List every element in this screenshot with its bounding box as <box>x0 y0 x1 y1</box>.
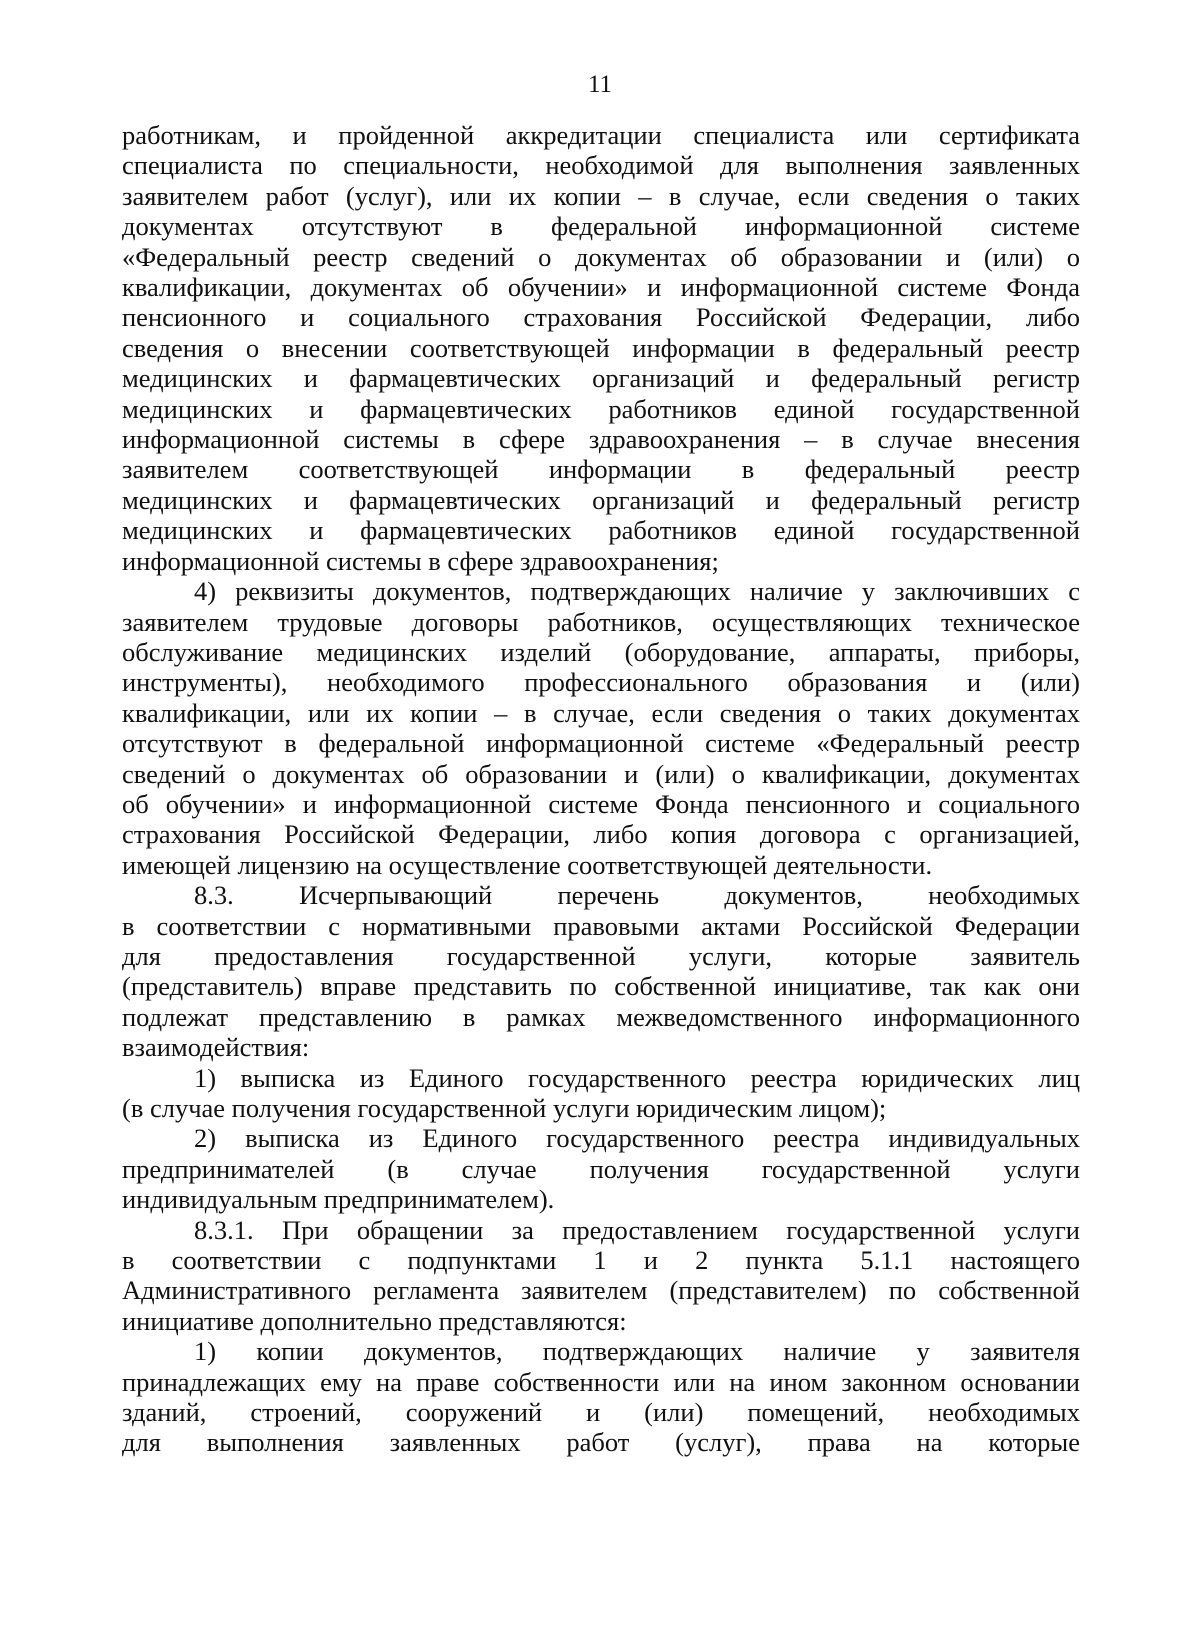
text-line: сведений о документах об образовании и (или) о квалификации, документах <box>122 758 1080 789</box>
text-line: заявителем работ (услуг), или их копии – в случае, если сведения о таких <box>122 180 1080 211</box>
text-line: (в случае получения государственной услуги юридическим лицом); <box>122 1093 887 1123</box>
text-line: Административного регламента заявителем (представителем) по собственной <box>122 1275 1080 1306</box>
text-line: 2) выписка из Единого государственного реестра индивидуальных <box>194 1123 1080 1154</box>
text-line: квалификации, документах об обучении» и информационной системе Фонда <box>122 272 1080 303</box>
text-line: страхования Российской Федерации, либо копия договора с организацией, <box>122 819 1080 850</box>
text-line: информационной системы в сфере здравоохранения; <box>122 545 719 576</box>
paragraph-item-4 <box>122 576 1080 880</box>
text-line: обслуживание медицинских изделий (оборудование, аппараты, приборы, <box>122 636 1080 667</box>
text-line: специалиста по специальности, необходимой для выполнения заявленных <box>122 150 1080 181</box>
text-line: об обучении» и информационной системе Фонда пенсионного и социального <box>122 788 1080 819</box>
paragraph-item-2 <box>122 1123 1080 1214</box>
text-line: для выполнения заявленных работ (услуг), права на которые <box>122 1427 1080 1458</box>
text-line: «Федеральный реестр сведений о документах об образовании и (или) о <box>122 241 1080 272</box>
document-body <box>122 120 1080 1458</box>
text-line: индивидуальным предпринимателем). <box>122 1184 555 1215</box>
text-line: 8.3.1. При обращении за предоставлением государственной услуги <box>194 1214 1080 1245</box>
text-line: инициативе дополнительно представляются: <box>122 1305 627 1336</box>
page-number: 11 <box>587 71 613 98</box>
text-line: квалификации, или их копии – в случае, если сведения о таких документах <box>122 697 1080 728</box>
text-line: (представитель) вправе представить по собственной инициативе, так как они <box>122 971 1080 1002</box>
text-line: принадлежащих ему на праве собственности или на ином законном основании <box>122 1366 1080 1397</box>
text-line: подлежат представлению в рамках межведомственного информационного <box>122 1001 1080 1032</box>
text-line: медицинских и фармацевтических организаций и федеральный регистр <box>122 484 1080 515</box>
text-line: зданий, строений, сооружений и (или) помещений, необходимых <box>122 1397 1080 1428</box>
paragraph-item-1-copies <box>122 1336 1080 1458</box>
text-line: предпринимателей (в случае получения государственной услуги <box>122 1153 1080 1184</box>
text-line: для предоставления государственной услуги, которые заявитель <box>122 940 1080 971</box>
text-line: заявителем трудовые договоры работников, осуществляющих техническое <box>122 606 1080 637</box>
text-line: 4) реквизиты документов, подтверждающих наличие у заключивших с <box>194 576 1080 607</box>
paragraph-section-8-3-1 <box>122 1215 1080 1337</box>
text-line: инструменты), необходимого профессионального образования и (или) <box>122 667 1080 698</box>
text-line: медицинских и фармацевтических работников единой государственной <box>122 515 1080 546</box>
text-line: документах отсутствуют в федеральной информационной системе <box>122 211 1080 242</box>
paragraph-continuation <box>122 120 1080 576</box>
text-line: 1) выписка из Единого государственного реестра юридических лиц <box>194 1062 1080 1093</box>
paragraph-item-1 <box>122 1063 1080 1124</box>
text-line: в соответствии с нормативными правовыми актами Российской Федерации <box>122 910 1080 941</box>
text-line: в соответствии с подпунктами 1 и 2 пункта 5.1.1 настоящего <box>122 1245 1080 1276</box>
text-line: заявителем соответствующей информации в федеральный реестр <box>122 454 1080 485</box>
text-line: имеющей лицензию на осуществление соответствующей деятельности. <box>122 849 933 880</box>
text-line: информационной системы в сфере здравоохранения – в случае внесения <box>122 424 1080 455</box>
paragraph-section-8-3 <box>122 880 1080 1062</box>
text-line: медицинских и фармацевтических организаций и федеральный регистр <box>122 363 1080 394</box>
text-line: 1) копии документов, подтверждающих наличие у заявителя <box>194 1336 1080 1367</box>
text-line: пенсионного и социального страхования Российской Федерации, либо <box>122 302 1080 333</box>
text-line: 8.3. Исчерпывающий перечень документов, необходимых <box>194 880 1080 911</box>
text-line: медицинских и фармацевтических работников единой государственной <box>122 393 1080 424</box>
text-line: сведения о внесении соответствующей информации в федеральный реестр <box>122 332 1080 363</box>
text-line: работникам, и пройденной аккредитации специалиста или сертификата <box>122 120 1080 150</box>
text-line: взаимодействия: <box>122 1032 310 1063</box>
text-line: отсутствуют в федеральной информационной системе «Федеральный реестр <box>122 728 1080 759</box>
